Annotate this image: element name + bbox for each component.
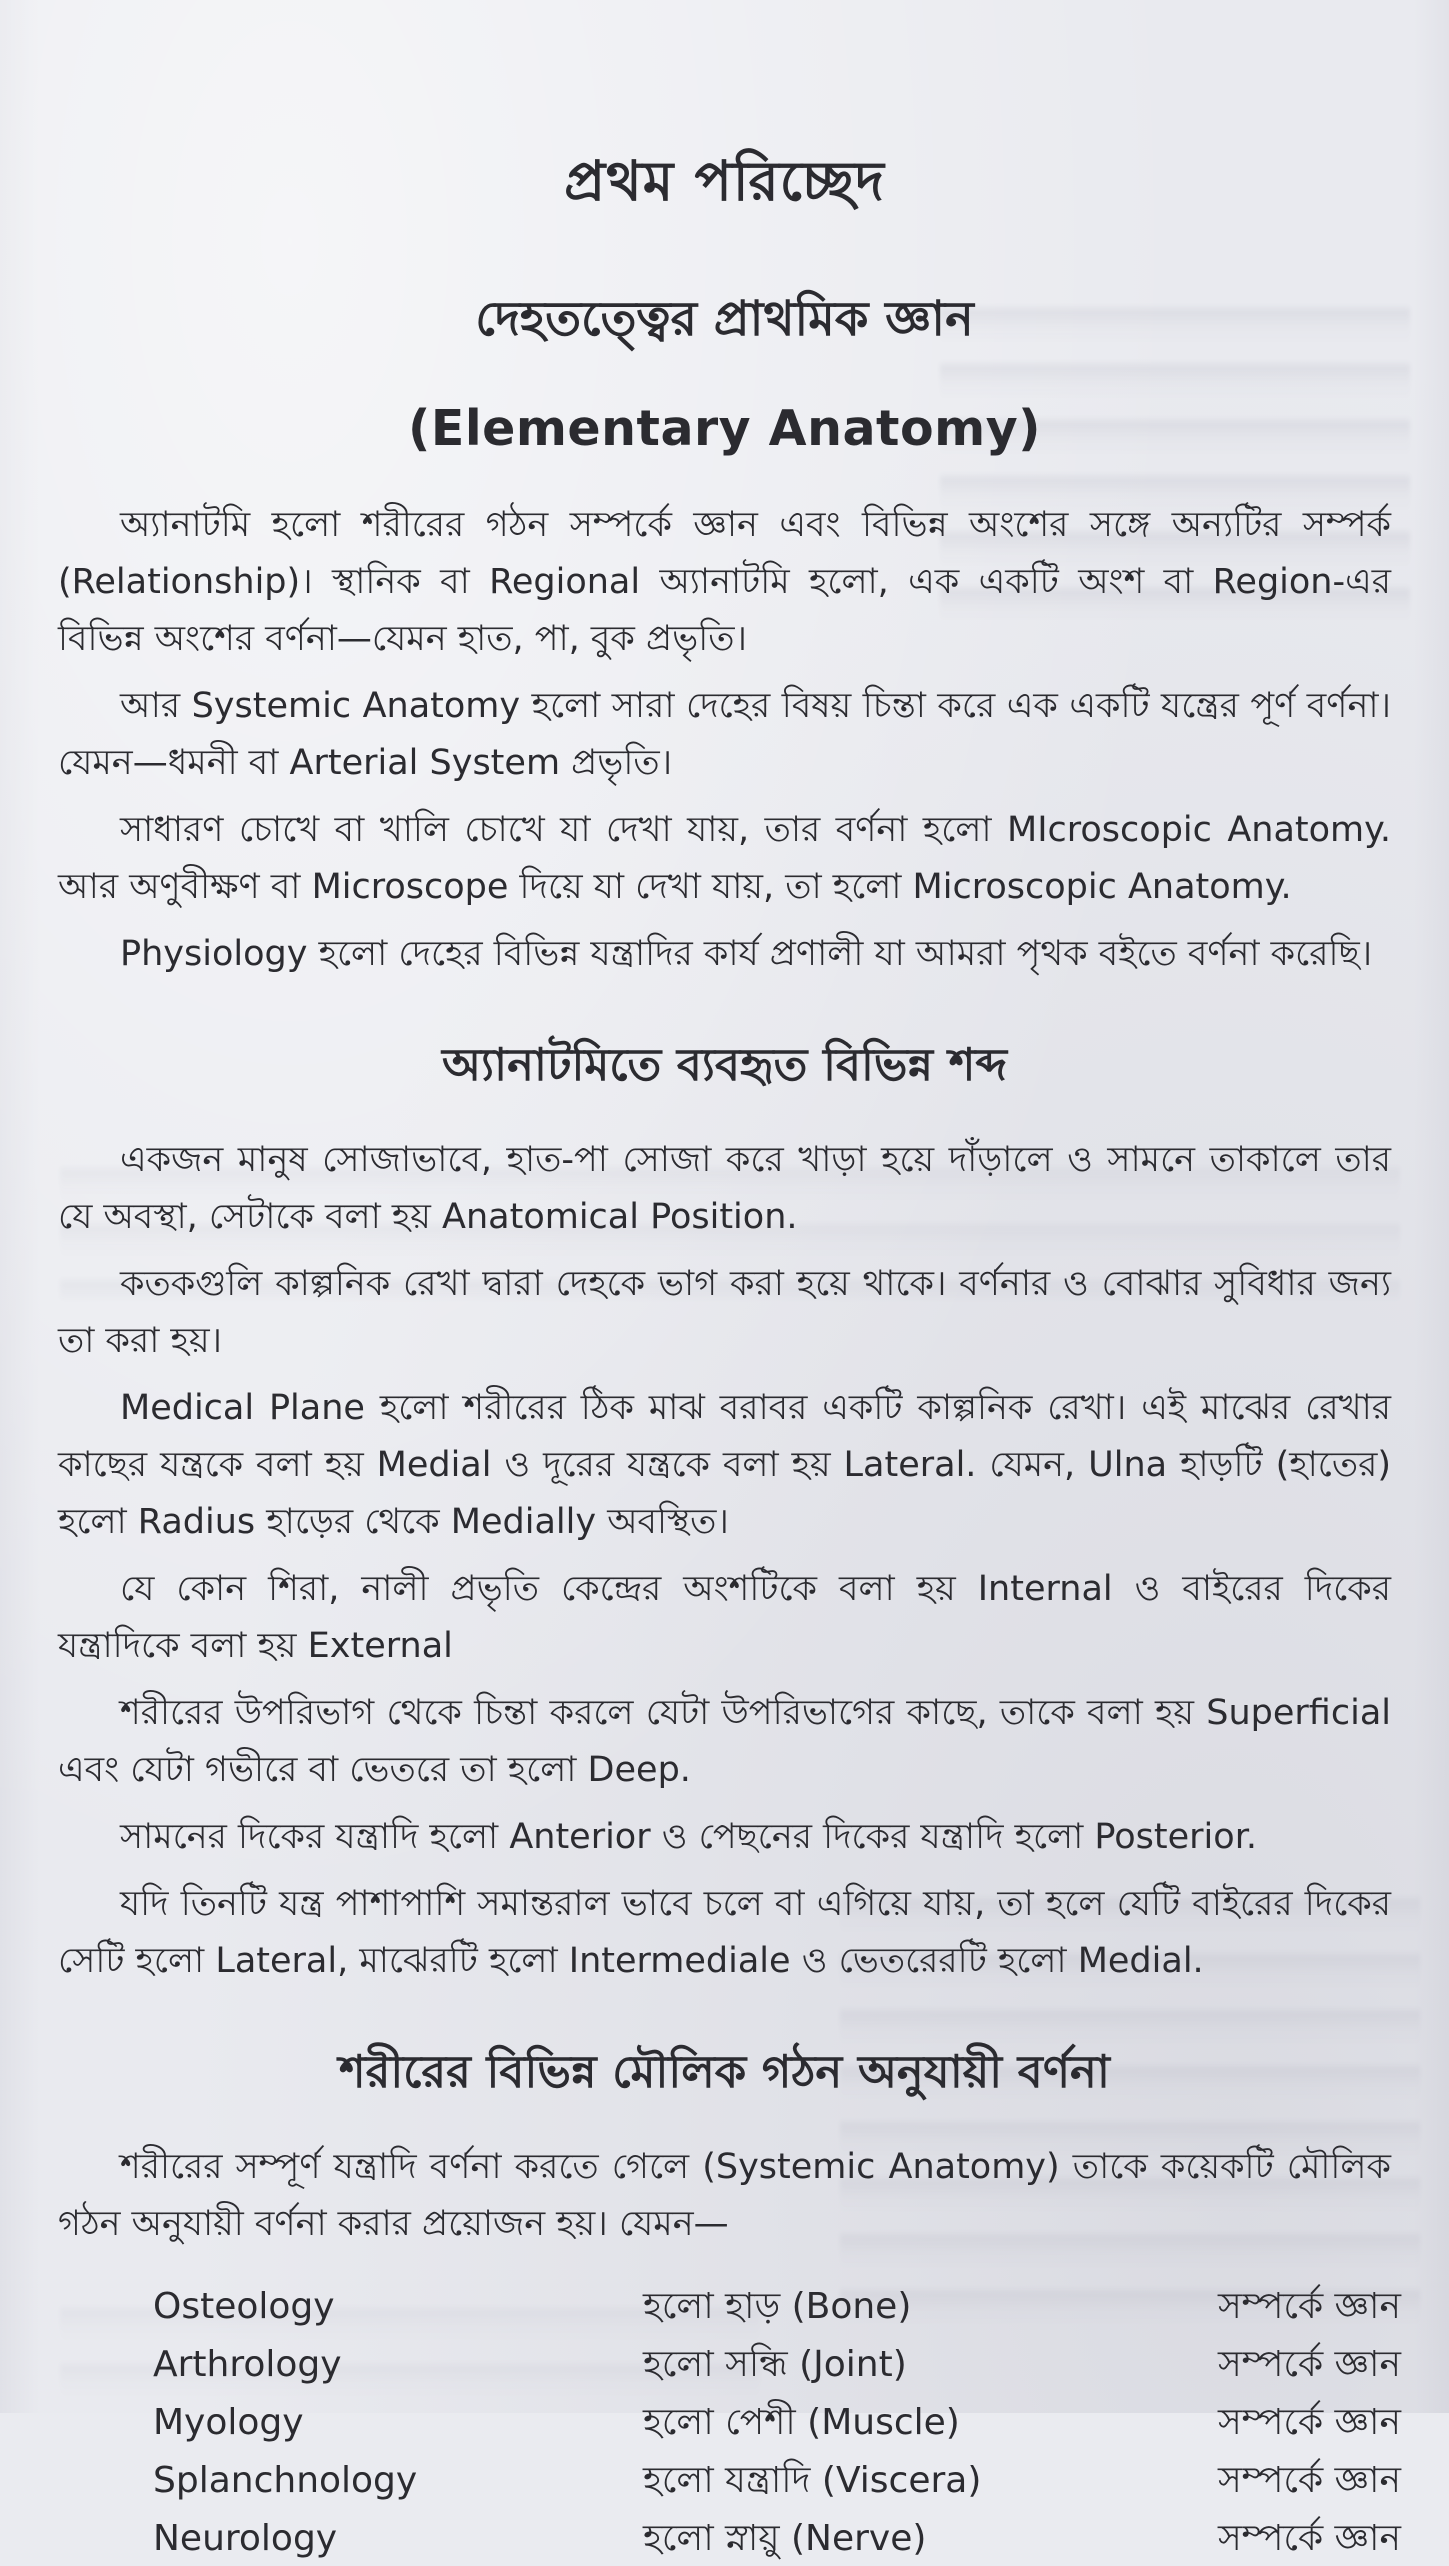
definition-cell: হলো স্নায়ু (Nerve) <box>643 2518 927 2559</box>
definition-cell: হলো হাড় (Bone) <box>643 2286 912 2327</box>
terminology-table <box>153 2279 1401 2566</box>
intro-paragraph: Physiology হলো দেহের বিভিন্ন যন্ত্রাদির কার্য প্রণালী যা আমরা পৃথক বইতে বর্ণনা করেছি। <box>120 934 1373 974</box>
note-cell: সম্পর্কে জ্ঞান <box>1218 2344 1401 2385</box>
definition-cell: হলো যন্ত্রাদি (Viscera) <box>643 2460 982 2501</box>
terms-paragraph: শরীরের উপরিভাগ থেকে চিন্তা করলে যেটা উপরিভাগের কাছে, তাকে বলা হয় Superficial এবং যেটা গভীরে বা ভেতরে তা হলো Deep. <box>58 1693 1391 1790</box>
terms-paragraph: যে কোন শিরা, নালী প্রভৃতি কেন্দ্রের অংশটিকে বলা হয় Internal ও বাইরের দিকের যন্ত্রাদিকে বলা হয় External <box>58 1569 1391 1666</box>
note-cell: সম্পর্কে জ্ঞান <box>1218 2402 1401 2443</box>
term-cell: Neurology <box>153 2518 338 2559</box>
note-cell: সম্পর্কে জ্ঞান <box>1218 2460 1401 2501</box>
term-cell: Splanchnology <box>153 2460 418 2501</box>
terms-paragraph: সামনের দিকের যন্ত্রাদি হলো Anterior ও পেছনের দিকের যন্ত্রাদি হলো Posterior. <box>120 1817 1257 1857</box>
section-heading-basic-structures: শরীরের বিভিন্ন মৌলিক গঠন অনুযায়ী বর্ণনা <box>339 2045 1110 2098</box>
intro-paragraph: সাধারণ চোখে বা খালি চোখে যা দেখা যায়, তার বর্ণনা হলো MIcroscopic Anatomy. আর অণুবীক্ষণ বা Microscope দিয়ে যা দেখা যায়, তা হলো Microscopic Anatomy. <box>58 810 1391 907</box>
term-cell: Arthrology <box>153 2344 342 2385</box>
section-heading-anatomy-terms: অ্যানাটমিতে ব্যবহৃত বিভিন্ন শব্দ <box>442 1038 1007 1091</box>
definition-cell: হলো পেশী (Muscle) <box>643 2402 960 2443</box>
note-cell: সম্পর্কে জ্ঞান <box>1218 2286 1401 2327</box>
terms-paragraph: যদি তিনটি যন্ত্র পাশাপাশি সমান্তরাল ভাবে চলে বা এগিয়ে যায়, তা হলে যেটি বাইরের দিকের সেটি হলো Lateral, মাঝেরটি হলো Intermediale ও ভেতরেরটি হলো Medial. <box>58 1884 1391 1981</box>
terms-paragraph: একজন মানুষ সোজাভাবে, হাত-পা সোজা করে খাড়া হয়ে দাঁড়ালে ও সামনে তাকালে তার যে অবস্থা, সেটাকে বলা হয় Anatomical Position. <box>58 1140 1391 1237</box>
chapter-title: প্রথম পরিচ্ছেদ <box>564 149 885 213</box>
definition-cell: হলো সন্ধি (Joint) <box>643 2344 907 2385</box>
terms-paragraph: Medical Plane হলো শরীরের ঠিক মাঝ বরাবর একটি কাল্পনিক রেখা। এই মাঝের রেখার কাছের যন্ত্রকে বলা হয় Medial ও দূরের যন্ত্রকে বলা হয় Lateral. যেমন, Ulna হাড়টি (হাতের) হলো Radius হাড়ের থেকে Medially অবস্থিত। <box>58 1388 1391 1542</box>
terms-paragraph: কতকগুলি কাল্পনিক রেখা দ্বারা দেহকে ভাগ করা হয়ে থাকে। বর্ণনার ও বোঝার সুবিধার জন্য তা করা হয়। <box>58 1264 1391 1361</box>
note-cell: সম্পর্কে জ্ঞান <box>1218 2518 1401 2559</box>
intro-paragraph: অ্যানাটমি হলো শরীরের গঠন সম্পর্কে জ্ঞান এবং বিভিন্ন অংশের সঙ্গে অন্যটির সম্পর্ক (Relationship)। স্থানিক বা Regional অ্যানাটমি হলো, এক একটি অংশ বা Region-এর বিভিন্ন অংশের বর্ণনা—যেমন হাত, পা, বুক প্রভৃতি। <box>58 505 1391 659</box>
chapter-subtitle: দেহতত্ত্বের প্রাথমিক জ্ঞান <box>475 291 974 347</box>
term-cell: Osteology <box>153 2286 335 2327</box>
term-cell: Myology <box>153 2402 304 2443</box>
chapter-subtitle-english: (Elementary Anatomy) <box>407 400 1042 457</box>
intro-paragraph: আর Systemic Anatomy হলো সারা দেহের বিষয় চিন্তা করে এক একটি যন্ত্রের পূর্ণ বর্ণনা। যেমন—ধমনী বা Arterial System প্রভৃতি। <box>58 686 1391 783</box>
structure-intro-paragraph: শরীরের সম্পূর্ণ যন্ত্রাদি বর্ণনা করতে গেলে (Systemic Anatomy) তাকে কয়েকটি মৌলিক গঠন অনুযায়ী বর্ণনা করার প্রয়োজন হয়। যেমন— <box>58 2147 1391 2244</box>
